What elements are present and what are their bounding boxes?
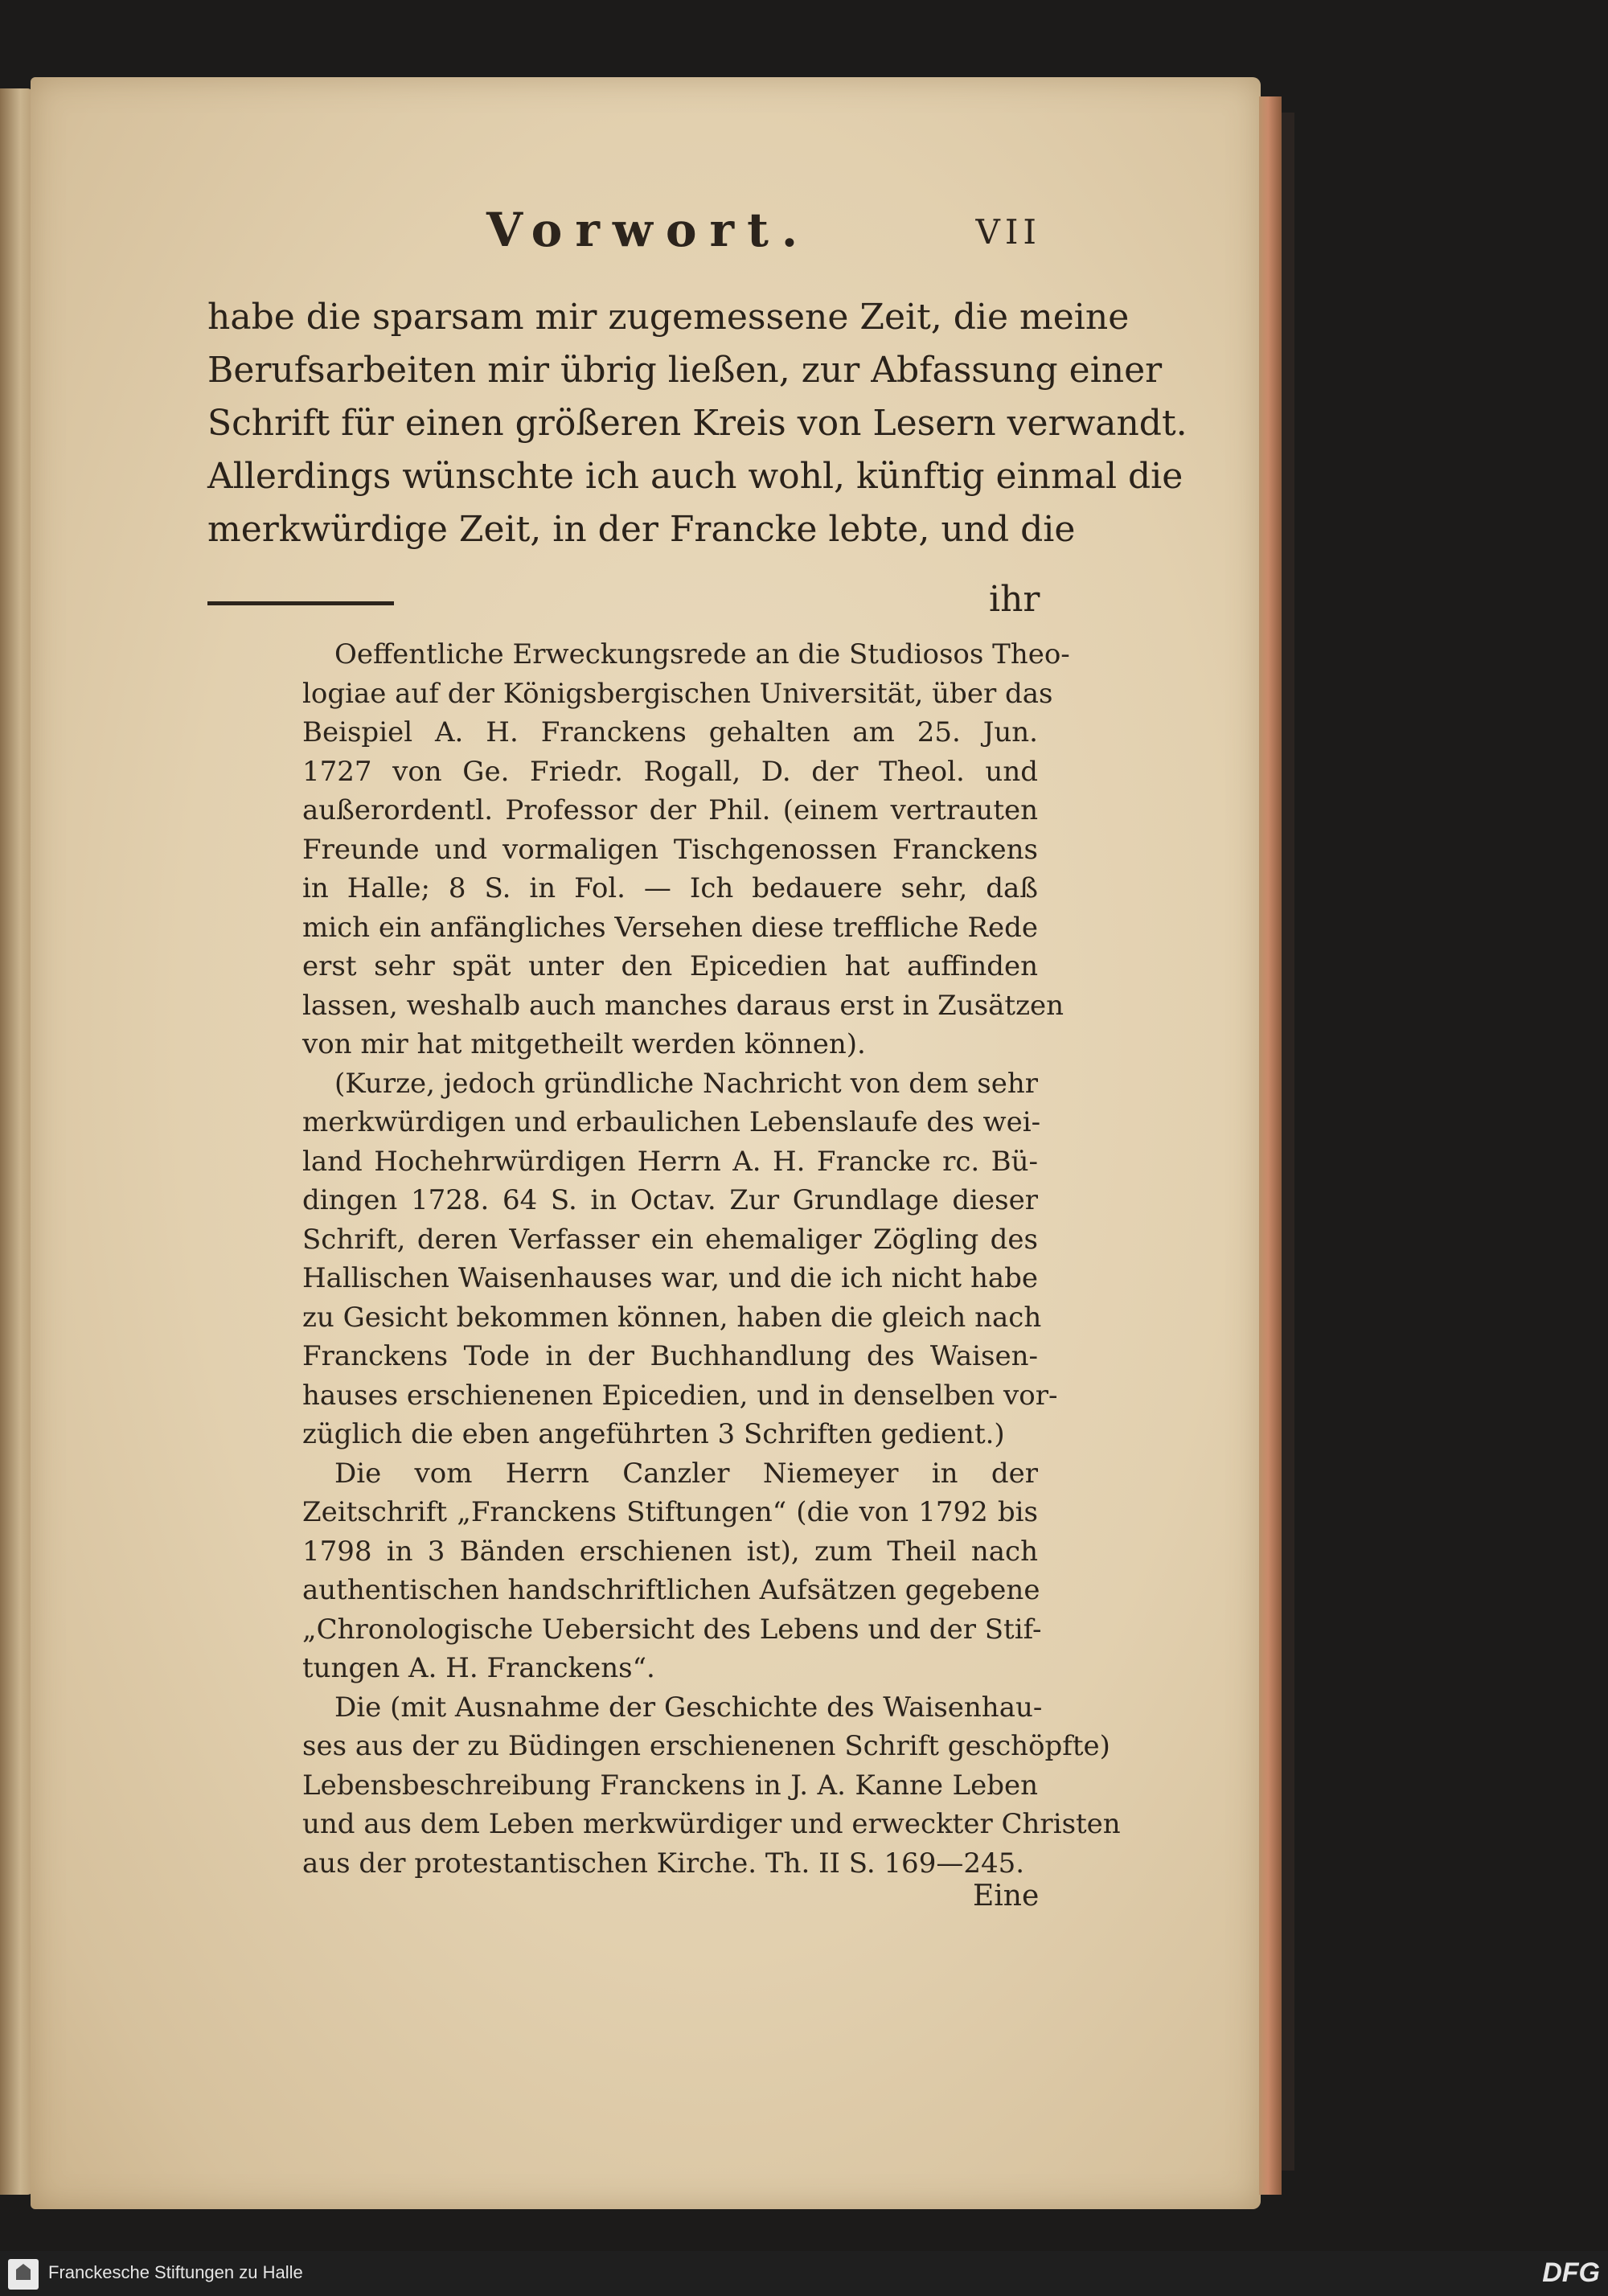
note-line: züglich die eben angeführten 3 Schriften gedient.) <box>302 1418 1005 1450</box>
note-line: Die vom Herrn Canzler Niemeyer in der <box>334 1457 1038 1490</box>
catchword-bottom: Eine <box>973 1880 1040 1913</box>
institution-logo-icon <box>8 2259 39 2290</box>
note-line: Beispiel A. H. Franckens gehalten am 25. Jun. <box>302 716 1038 748</box>
note-line: Die (mit Ausnahme der Geschichte des Waisenhau- <box>334 1691 1043 1724</box>
note-line: dingen 1728. 64 S. in Octav. Zur Grundlage dieser <box>302 1184 1038 1216</box>
note-line: außerordentl. Professor der Phil. (einem vertrauten <box>302 794 1038 826</box>
footnote-entry <box>302 635 1070 1064</box>
note-line: land Hochehrwürdigen Herrn A. H. Francke rc. Bü- <box>302 1145 1038 1178</box>
footnote-rule <box>207 601 394 605</box>
note-line: tungen A. H. Franckens“. <box>302 1652 655 1684</box>
note-line: erst sehr spät unter den Epicedien hat auffinden <box>302 950 1038 982</box>
note-line: von mir hat mitgetheilt werden können). <box>302 1028 866 1060</box>
note-line: Lebensbeschreibung Franckens in J. A. Kanne Leben <box>302 1769 1038 1802</box>
institution-name: Franckesche Stiftungen zu Halle <box>48 2262 303 2282</box>
note-line: (Kurze, jedoch gründliche Nachricht von dem sehr <box>334 1067 1038 1100</box>
note-line: und aus dem Leben merkwürdiger und erweckter Christen <box>302 1808 1121 1840</box>
footnotes <box>302 635 1121 1883</box>
previous-page-edge <box>0 88 34 2195</box>
text-line: merkwürdige Zeit, in der Francke lebte, und die <box>207 509 1076 550</box>
note-line: Schrift, deren Verfasser ein ehemaliger Zögling des <box>302 1223 1038 1256</box>
note-line: Oeffentliche Erweckungsrede an die Studiosos Theo- <box>334 638 1070 670</box>
note-line: logiae auf der Königsbergischen Universität, über das <box>302 677 1053 710</box>
dfg-logo: DFG <box>1542 2257 1600 2288</box>
footnote-entry <box>302 1688 1121 1884</box>
note-line: aus der protestantischen Kirche. Th. II S. 169—245. <box>302 1847 1025 1880</box>
note-line: in Halle; 8 S. in Fol. — Ich bedauere sehr, daß <box>302 872 1038 904</box>
note-line: authentischen handschriftlichen Aufsätzen gegebene <box>302 1574 1040 1606</box>
note-line: Zeitschrift „Franckens Stiftungen“ (die von 1792 bis <box>302 1496 1038 1528</box>
text-line: Schrift für einen größeren Kreis von Lesern verwandt. <box>207 403 1188 444</box>
note-line: zu Gesicht bekommen können, haben die gleich nach <box>302 1301 1042 1334</box>
running-header <box>201 203 1041 267</box>
page-block-edge <box>1259 96 1282 2195</box>
note-line: mich ein anfängliches Versehen diese treffliche Rede <box>302 911 1038 944</box>
footnote-entry <box>302 1454 1042 1688</box>
text-line: Allerdings wünschte ich auch wohl, künftig einmal die <box>207 456 1183 497</box>
book-cover-edge <box>1282 113 1294 2171</box>
note-line: „Chronologische Uebersicht des Lebens und der Stif- <box>302 1613 1042 1646</box>
note-line: ses aus der zu Büdingen erschienenen Schrift geschöpfte) <box>302 1730 1110 1762</box>
note-line: lassen, weshalb auch manches daraus erst in Zusätzen <box>302 989 1064 1022</box>
header-title: Vorwort. <box>486 203 811 257</box>
main-text <box>207 291 1188 556</box>
page-number: VII <box>975 212 1041 252</box>
note-line: merkwürdigen und erbaulichen Lebenslaufe des wei- <box>302 1106 1041 1138</box>
note-line: Franckens Tode in der Buchhandlung des Waisen- <box>302 1340 1038 1372</box>
note-line: Freunde und vormaligen Tischgenossen Franckens <box>302 833 1038 866</box>
note-line: Hallischen Waisenhauses war, und die ich nicht habe <box>302 1262 1038 1294</box>
footnote-entry <box>302 1064 1058 1454</box>
text-line: habe die sparsam mir zugemessene Zeit, die meine <box>207 297 1130 338</box>
catchword-top: ihr <box>989 579 1040 620</box>
note-line: hauses erschienenen Epicedien, und in denselben vor- <box>302 1379 1058 1412</box>
note-line: 1798 in 3 Bänden erschienen ist), zum Theil nach <box>302 1535 1038 1568</box>
note-line: 1727 von Ge. Friedr. Rogall, D. der Theol. und <box>302 755 1038 788</box>
text-line: Berufsarbeiten mir übrig ließen, zur Abfassung einer <box>207 350 1163 391</box>
